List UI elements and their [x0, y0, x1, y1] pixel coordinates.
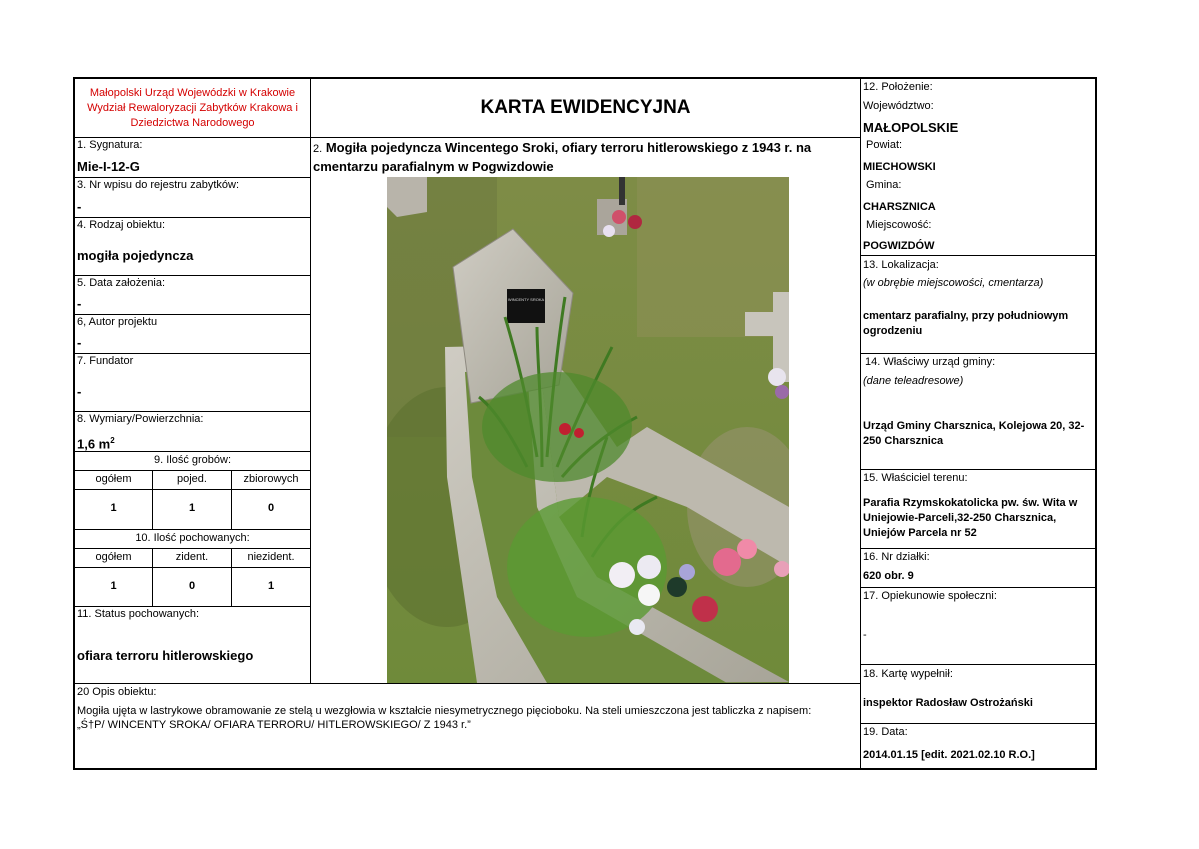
institution-line: Wydział Rewaloryzacji Zabytków Krakowa i: [87, 102, 298, 114]
field-label-plot-number: 16. Nr działki:: [863, 551, 930, 563]
voivodeship-label: Województwo:: [863, 100, 934, 112]
graves-col-single: pojed.: [177, 473, 207, 485]
field-label-buried: 10. Ilość pochowanych:: [135, 532, 250, 544]
object-title-number: 2.: [313, 143, 323, 155]
field-value-dimensions: [77, 433, 115, 451]
divider: [860, 587, 1097, 588]
institution-line: Dziedzictwa Narodowego: [130, 117, 255, 129]
filled-by-value: inspektor Radosław Ostrożański: [863, 697, 1033, 709]
divider: [860, 664, 1097, 665]
commune-office-hint: (dane teleadresowe): [863, 375, 964, 387]
field-label-object-type: 4. Rodzaj obiektu:: [77, 219, 166, 231]
commune-office-value-line: Urząd Gminy Charsznica, Kolejowa 20, 32-: [863, 420, 1085, 432]
divider: [310, 79, 311, 683]
divider: [75, 177, 311, 178]
field-label-commune-office: 14. Właściwy urząd gminy:: [865, 356, 996, 368]
divider: [75, 353, 311, 354]
buried-col-total: ogółem: [95, 551, 132, 563]
buried-val-identified: 0: [188, 580, 196, 592]
field-value-founder: -: [77, 384, 82, 399]
page-title: KARTA EWIDENCYJNA: [480, 97, 691, 118]
field-label-register: 3. Nr wpisu do rejestru zabytków:: [77, 179, 240, 191]
land-owner-value-line: Uniejów Parcela nr 52: [863, 527, 977, 539]
divider: [75, 683, 861, 684]
divider: [860, 469, 1097, 470]
object-title-line: Mogiła pojedyncza Wincentego Sroki, ofiary terroru hitlerowskiego z 1943 r. na: [325, 140, 812, 155]
field-label-location: 12. Położenie:: [863, 81, 933, 93]
voivodeship-value: MAŁOPOLSKIE: [863, 120, 959, 135]
locality-value: POGWIZDÓW: [863, 240, 935, 252]
commune-value: CHARSZNICA: [863, 201, 936, 213]
divider: [860, 79, 861, 770]
field-label-author: 6, Autor projektu: [77, 316, 158, 328]
dimensions-unit-sup: 2: [110, 436, 115, 445]
field-value-founding-date: -: [77, 296, 82, 311]
divider: [75, 529, 311, 530]
graves-col-collective: zbiorowych: [243, 473, 299, 485]
institution-name: [75, 86, 310, 131]
date-value: 2014.01.15 [edit. 2021.02.10 R.O.]: [863, 749, 1035, 761]
object-title: [313, 139, 859, 175]
graves-val-single: 1: [188, 502, 196, 514]
localization-value-line: cmentarz parafialny, przy południowym: [863, 310, 1069, 322]
county-label: Powiat:: [866, 139, 903, 151]
divider: [75, 489, 311, 490]
field-value-object-type: mogiła pojedyncza: [77, 248, 194, 263]
localization-value-line: ogrodzeniu: [863, 325, 923, 337]
divider: [860, 723, 1097, 724]
field-value-register: -: [77, 199, 82, 214]
field-label-localization: 13. Lokalizacja:: [863, 259, 939, 271]
description-text-line: „Ś†P/ WINCENTY SROKA/ OFIARA TERRORU/ HITLEROWSKIEGO/ Z 1943 r.”: [77, 719, 471, 731]
dimensions-text: 1,6 m: [77, 436, 111, 452]
field-label-founder: 7. Fundator: [77, 355, 134, 367]
field-label-land-owner: 15. Właściciel terenu:: [863, 472, 968, 484]
localization-hint: (w obrębie miejscowości, cmentarza): [863, 277, 1044, 289]
field-label-description: 20 Opis obiektu:: [77, 686, 157, 698]
divider: [75, 548, 311, 549]
description-text-line: Mogiła ujęta w lastrykowe obramowanie ze stelą u wezgłowia w kształcie niesymetrycznego pięcioboku. Na steli umieszczona jest tabliczka z napisem:: [77, 705, 812, 717]
field-value-status: ofiara terroru hitlerowskiego: [77, 648, 254, 663]
divider: [75, 411, 311, 412]
divider: [75, 606, 311, 607]
divider: [75, 217, 311, 218]
buried-col-identified: zident.: [175, 551, 209, 563]
divider: [860, 255, 1097, 256]
divider: [75, 275, 311, 276]
field-label-dimensions: 8. Wymiary/Powierzchnia:: [77, 413, 204, 425]
field-label-graves: 9. Ilość grobów:: [153, 454, 232, 466]
plaque: [507, 289, 545, 323]
field-label-status: 11. Status pochowanych:: [77, 608, 200, 620]
field-value-author: -: [77, 335, 82, 350]
field-label-founding-date: 5. Data założenia:: [77, 277, 166, 289]
divider: [75, 470, 311, 471]
buried-val-unidentified: 1: [267, 580, 275, 592]
object-title-line: cmentarzu parafialnym w Pogwizdowie: [313, 159, 554, 174]
plaque-text: WINCENTY SROKA: [507, 297, 545, 302]
divider: [860, 353, 1097, 354]
grave-photo: [387, 177, 789, 683]
buried-val-total: 1: [110, 580, 117, 592]
divider: [75, 567, 311, 568]
graves-val-total: 1: [110, 502, 117, 514]
field-value-signature: Mie-I-12-G: [77, 159, 140, 174]
field-label-date: 19. Data:: [863, 726, 908, 738]
commune-office-value-line: 250 Charsznica: [863, 435, 944, 447]
land-owner-value-line: Uniejowie-Parceli,32-250 Charsznica,: [863, 512, 1057, 524]
institution-line: Małopolski Urząd Wojewódzki w Krakowie: [89, 87, 296, 99]
graves-val-collective: 0: [267, 502, 275, 514]
field-label-guardians: 17. Opiekunowie społeczni:: [863, 590, 997, 602]
county-value: MIECHOWSKI: [863, 161, 936, 173]
divider: [75, 137, 861, 138]
field-label-filled-by: 18. Kartę wypełnił:: [863, 668, 953, 680]
guardians-value: -: [863, 629, 867, 641]
locality-label: Miejscowość:: [866, 219, 932, 231]
buried-col-unidentified: niezident.: [247, 551, 295, 563]
divider: [75, 314, 311, 315]
commune-label: Gmina:: [866, 179, 902, 191]
divider: [860, 548, 1097, 549]
field-label-signature: 1. Sygnatura:: [77, 139, 143, 151]
grave-photo-illustration: [387, 177, 789, 683]
graves-col-total: ogółem: [95, 473, 132, 485]
land-owner-value-line: Parafia Rzymskokatolicka pw. św. Wita w: [863, 497, 1078, 509]
plot-number-value: 620 obr. 9: [863, 570, 914, 582]
record-card: [73, 77, 1097, 770]
